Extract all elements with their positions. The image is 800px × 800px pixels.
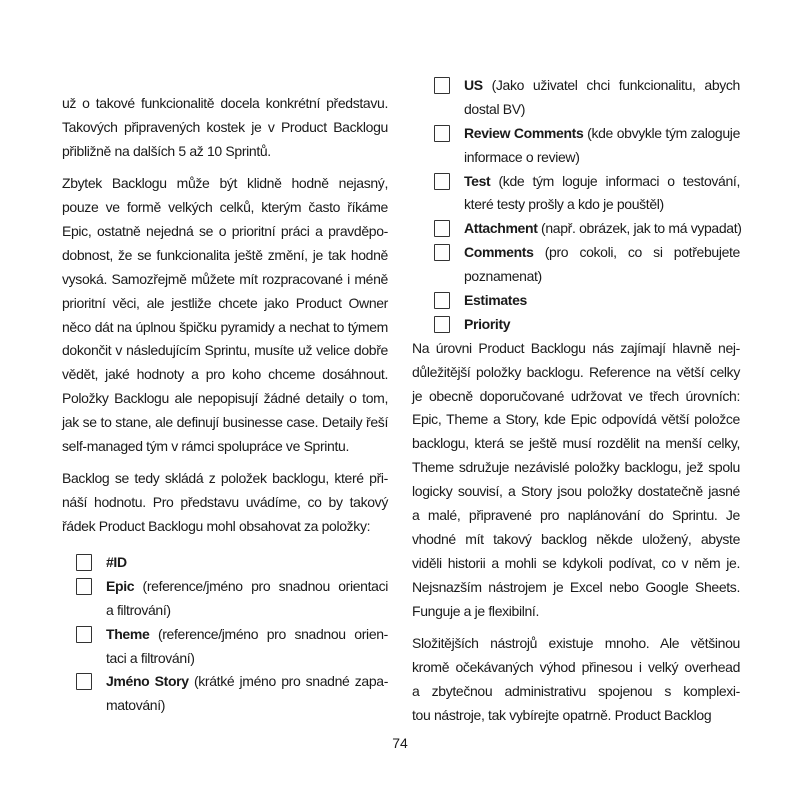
checklist-item [434, 241, 740, 289]
text-line: backlogu, která se ještě musí rozdělit na menší celky, [412, 435, 740, 452]
text-line: je obecně doporučované udržovat ve třech úrovních: [412, 387, 740, 404]
item-title: Attachment [464, 220, 538, 237]
item-description: informace o review) [464, 148, 580, 165]
item-description: taci a filtrování) [106, 649, 195, 666]
text-line [464, 170, 740, 194]
text-line [106, 575, 388, 599]
paragraph [412, 632, 740, 728]
text-line: náší hodnotu. Pro představu uvádíme, co by takový [62, 494, 388, 511]
text-line [106, 623, 388, 647]
checklist-item [434, 74, 740, 122]
text-line: vysoká. Samozřejmě můžete mít rozpracované i méně [62, 270, 388, 287]
item-description: (např. obrázek, jak to má vypadat) [537, 220, 742, 237]
checklist-item [434, 313, 740, 337]
text-line [106, 551, 388, 575]
checklist-item [76, 623, 388, 671]
checkbox-icon[interactable] [434, 244, 450, 261]
text-line [106, 694, 388, 718]
checkbox-icon[interactable] [76, 626, 92, 643]
paragraph [62, 172, 388, 459]
item-title: Epic [106, 577, 135, 594]
text-line [464, 122, 740, 146]
spacer [62, 539, 388, 551]
checkbox-icon[interactable] [434, 220, 450, 237]
checkbox-icon[interactable] [76, 673, 92, 690]
paragraph [62, 92, 388, 164]
text-line: viděli historii a mohli se kdykoli podívat, co v něm je. [412, 554, 740, 571]
checkbox-icon[interactable] [434, 316, 450, 333]
item-description: matování) [106, 697, 166, 714]
text-line: přibližně na dalších 5 až 10 Sprintů. [62, 142, 271, 159]
checklist [62, 551, 388, 718]
text-line: a malé, připravené pro naplánování do Sprintu. Je [412, 507, 740, 524]
text-line [464, 98, 740, 122]
text-line [464, 313, 740, 337]
text-line [464, 74, 740, 98]
text-line [464, 146, 740, 170]
text-line [106, 647, 388, 671]
text-line: kromě očekávaných výhod přinesou i velký overhead [412, 658, 740, 675]
text-line [464, 193, 740, 217]
page-number: 74 [392, 735, 408, 751]
text-line: řádek Product Backlogu mohl obsahovat za položky: [62, 518, 371, 535]
text-line: Složitějších nástrojů existuje mnoho. Ale většinou [412, 634, 740, 651]
paragraph [412, 337, 740, 624]
item-description: (kde tým loguje informaci o testování, [490, 172, 740, 189]
paragraph-gap [62, 164, 388, 173]
text-line: vědět, jaké hodnoty a pro koho chceme dosáhnout. [62, 366, 388, 383]
item-title: Estimates [464, 292, 527, 309]
checkbox-icon[interactable] [434, 292, 450, 309]
text-line [464, 265, 740, 289]
checkbox-icon[interactable] [434, 173, 450, 190]
paragraph-gap [412, 623, 740, 632]
text-line: Backlog se tedy skládá z položek backlogu, které při- [62, 470, 388, 487]
text-line: důležitější položky backlogu. Reference na větší celky [412, 363, 740, 380]
item-description: dostal BV) [464, 100, 526, 117]
text-line: self-managed tým v rámci spolupráce ve Sprintu. [62, 437, 350, 454]
text-line: Zbytek Backlogu může být klidně hodně nejasný, [62, 175, 388, 192]
text-line: Takových připravených kostek je v Product Backlogu [62, 118, 388, 135]
item-description: které testy prošly a kdo je pouštěl) [464, 196, 664, 213]
text-line: Na úrovni Product Backlogu nás zajímají hlavně nej- [412, 339, 740, 356]
text-line: Položky Backlogu ale nepopisují žádné detaily o tom, [62, 390, 388, 407]
text-line [464, 241, 740, 265]
text-line: tou nástroje, tak vybírejte opatrně. Product Backlog [412, 706, 712, 723]
text-line: prioritní věci, ale jestliže chcete jako Product Owner [62, 294, 388, 311]
text-line: dokončit v následujícím Sprintu, musíte už velice dobře [62, 342, 388, 359]
left-column [62, 92, 388, 718]
item-title: Test [464, 172, 491, 189]
item-title: Priority [464, 315, 511, 332]
text-line: Theme sdružuje nezávislé položky backlogu, jež spolu [412, 459, 740, 476]
checkbox-icon[interactable] [76, 554, 92, 571]
text-line [464, 217, 740, 241]
checklist-item [434, 289, 740, 313]
item-title: #ID [106, 554, 127, 571]
paragraph [62, 467, 388, 539]
item-title: Review Comments [464, 124, 584, 141]
text-line: Epic, Theme a Story, kde Epic odpovídá větší položce [412, 411, 740, 428]
item-description: (pro cokoli, co si potřebujete [533, 244, 740, 261]
text-line: Epic, ostatně nejedná se o prioritní práci a pravděpo- [62, 222, 388, 239]
checkbox-icon[interactable] [434, 77, 450, 94]
checklist-item [76, 575, 388, 623]
text-line: logicky souvisí, a Story jsou položky dostatečně jasné [412, 483, 740, 500]
paragraph-gap [62, 459, 388, 468]
item-description: (krátké jméno pro snadné zapa- [188, 673, 389, 690]
checklist-item [434, 122, 740, 170]
checklist-item [434, 170, 740, 218]
item-title: Theme [106, 625, 150, 642]
text-line: Funguje a je flexibilní. [412, 602, 540, 619]
text-line: vhodné mít takový backlog někde uložený, abyste [412, 530, 740, 547]
item-description: a filtrování) [106, 601, 171, 618]
checkbox-icon[interactable] [434, 125, 450, 142]
text-line [106, 599, 388, 623]
item-description: (reference/jméno pro snadnou orientaci [134, 577, 388, 594]
text-line: Nejsnazším nástrojem je Excel nebo Google Sheets. [412, 578, 740, 595]
text-line: už o takové funkcionalitě docela konkrétní představu. [62, 95, 388, 111]
checklist-item [76, 551, 388, 575]
text-line: jak se to stane, ale definují businesse case. Detaily řeší [62, 414, 388, 431]
item-description: poznamenat) [464, 268, 542, 285]
text-line [464, 289, 740, 313]
checklist [412, 74, 740, 337]
item-title: US [464, 77, 483, 93]
item-description: (reference/jméno pro snadnou orien- [149, 625, 388, 642]
right-column [412, 74, 740, 728]
text-line [106, 670, 388, 694]
text-line: pouze ve formě velkých celků, kterým často říkáme [62, 199, 388, 216]
checklist-item [434, 217, 740, 241]
checkbox-icon[interactable] [76, 578, 92, 595]
item-description: (Jako uživatel chci funkcionalitu, abych [482, 77, 740, 93]
item-description: (kde obvykle tým zaloguje [583, 124, 740, 141]
item-title: Jméno Story [106, 673, 189, 690]
item-title: Comments [464, 244, 534, 261]
text-line: a zbytečnou administrativu spojenou s komplexi- [412, 682, 740, 699]
text-line: dobnost, že se funkcionalita ještě změní, je tak hodně [62, 246, 388, 263]
text-line: něco dát na úplnou špičku pyramidy a nechat to týmem [62, 318, 388, 335]
checklist-item [76, 670, 388, 718]
